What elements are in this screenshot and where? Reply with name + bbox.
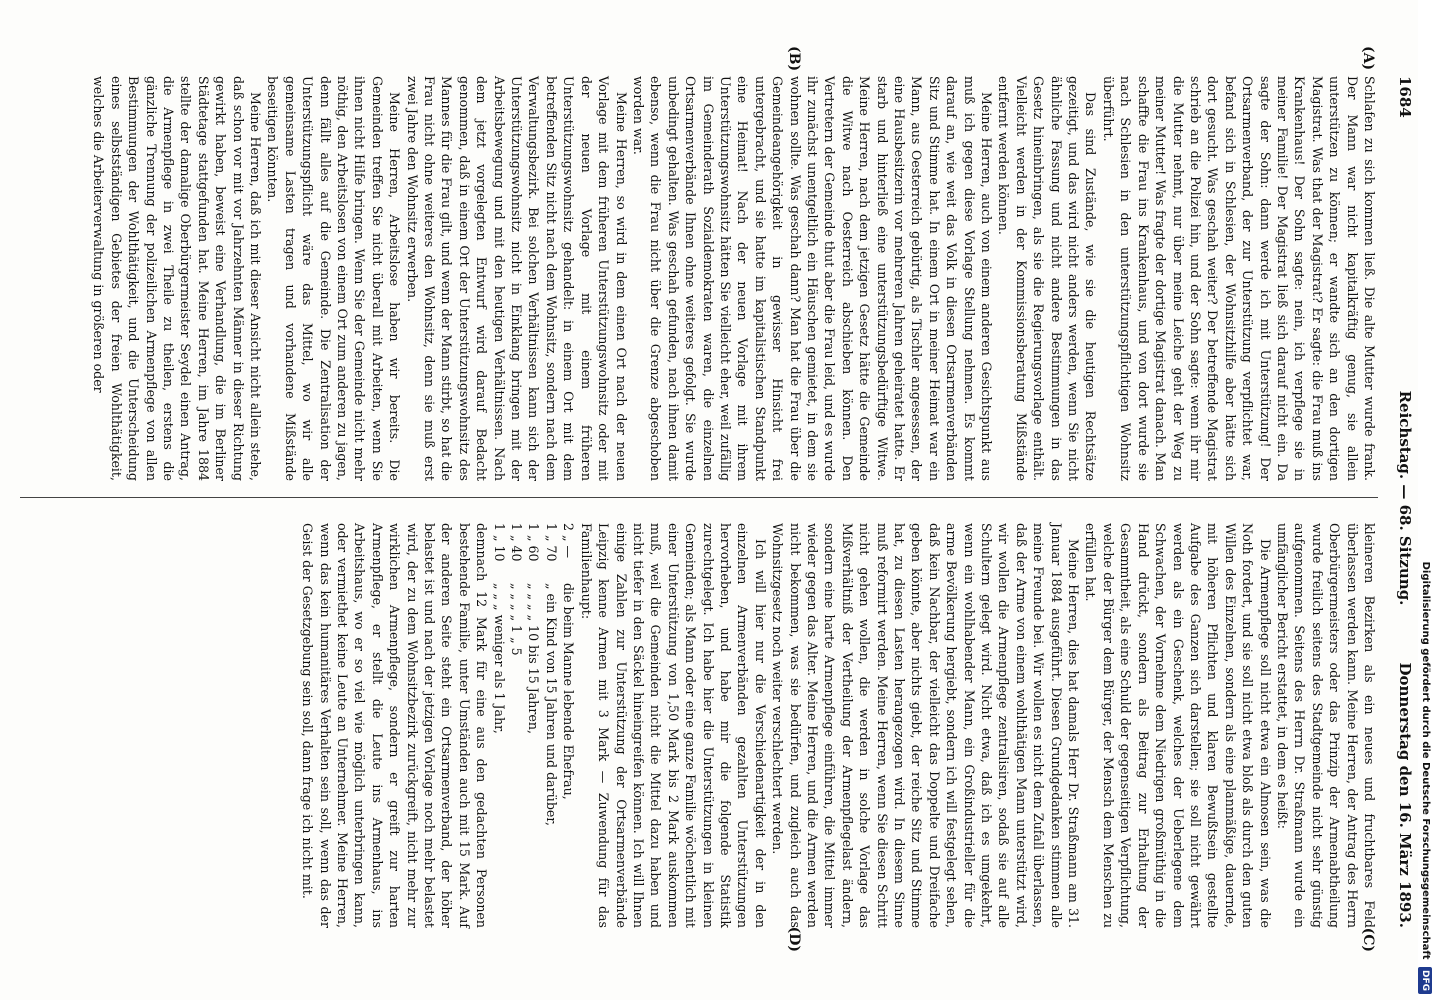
allowance-amount: 1 „ 40 [509, 523, 525, 562]
paragraph: Meine Herren, dies hat damals Herr Dr. Straßmann am 31. Januar 1884 ausgeführt. Diesen Grundgedanken stimmen alle meine Freunde bei. Wir wollen es nicht dem Zufall überlassen, daß der Arme von einem wohlthätigen Mann unterstützt wird, wir wollen die Armenpflege zentralisiren, sodaß sie auf alle Schultern gelegt wird. Nicht etwa, daß ich es umgekehrt, wenn ein wohlhabender Mann, ein Großindustrieller für die arme Bevölkerung hergiebt, sondern ich will festgelegt sehen, daß kein Nachbar, der vielleicht das Doppelte und Dreifache geben könnte, aber nichts giebt, der reiche Sitz und Stimme hat, zu diesen Lasten herangezogen wird. In diesem Sinne muß reformirt werden. Meine Herren, wenn Sie diesen Schritt nicht gehen wollen, die werden in solche Vorlage das Mißverhältniß der Vertheilung der Armenpflegelast ändern, sondern eine harte Armenpflege einführen, die Mittel immer wieder gegen das Alter. Meine Herren, und die Armen werden nicht bekommen, was sie bedürfen, und zugleich auch das Wohnsitzgesetz noch weiter verschlechtert werden. [770, 523, 1082, 928]
paragraph: demnach 12 Mark für eine aus den gedachten Personen bestehende Familie, unter Umständen auch mit 15 Mark. Auf der anderen Seite steht ein Ortsarmenverband, der höher belastet ist und nach der jetzigen Vorlage noch mehr belastet wird, der zu dem Wohnsitzbezirk zurückgreift, nicht mehr zur wirklichen Armenpflege, sondern er greift zur harten Armenpflege, er stellt die Leute ins Armenhaus, ins Arbeitshaus, wo er so viel wie möglich unterbringen kann, oder vermiethet keine Leute an Unternehmer. Meine Herren, wenn das kein humanitäres Verhalten sein soll, wenn das der Geist der Gesetzgebung sein soll, dann frage ich nicht mit. [300, 523, 490, 928]
footer-line [1418, 0, 1432, 1000]
allowance-label: „ „ „ weniger als 1 Jahr, [491, 583, 507, 734]
running-title: Reichstag. — 68. Sitzung. [1396, 390, 1414, 606]
session-date: Donnerstag den 16. März 1893. [1396, 662, 1414, 928]
allowance-row [560, 523, 577, 928]
allowance-label: die beim Manne lebende Ehefrau, [561, 583, 577, 800]
paragraph: Ich will hier nur die Verschiedenartigkeit der in den einzelnen Armenverbänden gezahlten Unterstützungen hervorheben, und habe mir die folgende Statistik zurechtgelegt. Ich habe hier die Unterstützungen in kleinen Gemeinden; als Mann oder eine ganze Familie wöchentlich mit einer Unterstützung von 1,50 Mark bis 2 Mark auskommen muß, weil die Gemeinden nicht die Mittel dazu haben und nicht tiefer in den Säckel hineingreifen können. Ich will Ihnen einige Zahlen zur Unterstützung der Ortsarmenverbände Leipzig kenne Armen mit 3 Mark — Zuwendung für das Familienhaupt: [578, 523, 768, 928]
allowance-row [525, 523, 542, 928]
allowance-row [543, 523, 560, 928]
allowance-amount: 1 „ 70 [543, 523, 559, 562]
page-header [1388, 68, 1414, 928]
page-body [0, 46, 1432, 952]
column-divider [20, 497, 1378, 498]
allowance-row [508, 523, 525, 928]
paragraph: Schlafen zu sich kommen ließ. Die alte Mutter wurde frank. Der Mann war nicht kapitalkräftig genug, sie allein unterstützen zu können; er wandte sich an den dortigen Magistrat. Was that der Magistrat? Er sagte: die Frau muß ins Krankenhaus! Der Sohn sagte: nein, ich verpflege sie in meiner Familie! Der Magistrat ließ sich darauf nicht ein. Da sagte der Sohn: dann werde ich mit Unterstützung! Der Ortsarmenverband, der zur Unterstützung verpflichtet war, befand sich in Schlesien, der Wohnsitzhilfe aber hätte sich dort gesucht. Was geschah weiter? Der betreffende Magistrat schrieb an die Polizei hin, und der Sohn sagte: wenn ihr mir die Mutter nehmt, nur über meine Leiche geht der Weg zu meiner Mutter! Was fragte der dortige Magistrat danach. Man schaffte die Frau ins Krankenhaus, und von dort wurde sie nach Schlesien in den unterstützungspflichtigen Wohnsitz überführt. [1100, 76, 1377, 481]
allowance-label: „ ein Kind von 15 Jahren und darüber, [543, 583, 559, 826]
margin-mark-c: (C) [1360, 927, 1376, 952]
margin-mark-d: (D) [786, 926, 802, 952]
funding-credit: Digitalisierung gefördert durch die Deutsche Forschungsgemeinschaft [1420, 561, 1431, 960]
allowance-row [490, 523, 507, 928]
paragraph: Meine Herren, so wird in dem einen Ort nach der neuen Vorlage mit dem früheren Unterstützungswohnsitz oder mit der neuen Vorlage mit einem früheren Unterstützungswohnsitz gehandelt: in einem Ort mit dem betreffenden Sitz nicht nach dem Wohnsitz, sondern nach dem Verwaltungsbezirk. Bei solchen Verhältnissen kann sich der Unterstützungswohnsitz nicht in Einklang bringen mit der Arbeitsbewegung und mit den heutigen Verhältnissen. Nach dem jetzt vorgelegten Entwurf wird darauf Bedacht genommen, daß in einem Ort der Unterstützungswohnsitz des Mannes für die Frau gilt, und wenn der Mann stirbt, so hat die Frau nicht ohne weiteres den Wohnsitz, denn sie muß erst zwei Jahre den Wohnsitz erwerben. [404, 76, 629, 481]
allowance-label: „ „ „ „ 1 „ 5 [509, 583, 525, 656]
paragraph: Meine Herren, Arbeitslose haben wir bereits. Die Gemeinden treffen Sie nicht überall mit Arbeiten, wenn Sie ihnen nicht Hilfe bringen. Wenn Sie der Gemeinde nicht mehr nöthig, den Arbeitslosen von einem Ort zum anderen zu jagen, denn fällt alles auf die Gemeinde. Die Zentralisation der Unterstützungspflicht wäre das Mittel, wo wir alle gemeinsame Lasten tragen und vorhandene Mißstände beseitigen könnten. [265, 76, 403, 481]
paragraph: Meine Herren, auch von einem anderen Gesichtspunkt aus muß ich gegen diese Vorlage Stellung nehmen. Es kommt darauf an, wie weit das Volk in diesen Ortsarmenverbänden Sitz und Stimme hat. In einem Ort in meiner Heimat war ein Mann, aus Oesterreich gebürtig, als Tischler angesessen, der eine Hausbesitzerin vor mehreren Jahren geheiratet hatte. Er starb und hinterließ eine unterstützungsbedürftige Witwe. Meine Herren, nach dem jetzigen Gesetz hätte die Gemeinde die Witwe nach Oesterreich abschieben können. Den Vertretern der Gemeinde thut aber die Frau leid, und es wurde ihr zunächst unentgeltlich ein Häuschen gemietet, in dem sie wohnen sollte. Was geschah dann? Man hat die Frau über die Gemeindeangehörigkeit in gewisser Hinsicht frei untergebracht, und sie hatte im kapitalistischen Standpunkt eine Heimat! Nach der neuen Vorlage mit ihrem Unterstützungswohnsitz hätten Sie vielleicht eher, weil zufällig im Gemeinderath Sozialdemokraten waren, die einzelnen Ortsarmenverbände Ihnen ohne weiteres gefolgt. Sie wurde unbedingt gehalten. Was geschah gefunden, nach ihnen damit ebenso, wenn die Frau nicht über die Grenze abgeschoben worden war. [630, 76, 995, 481]
left-column [20, 76, 1378, 481]
right-column [20, 523, 1378, 928]
allowance-table [490, 523, 577, 928]
digitization-footer [1418, 0, 1432, 1000]
paragraph: Meine Herren, daß ich mit dieser Ansicht nicht allein stehe, daß schon vor mit vor Jahrzehnten Männer in dieser Richtung gewirkt haben, beweist eine Verhandlung, die im Berliner Städtetage stattgefunden hat. Meine Herren, im Jahre 1884 stellte der damalige Oberbürgermeister Seydel einen Antrag, die Armenpflege in zwei Theile zu theilen, erstens die gänzliche Trennung der polizeilichen Armenpflege von allen Bestimmungen der Wohlthätigkeit, und die Unterscheidung eines selbstständigen Gebietes der freien Wohlthätigkeit, welches die Arbeiterverwaltung in größeren oder [91, 76, 263, 481]
page-number: 1684 [1396, 76, 1414, 118]
dfg-logo: DFG [1418, 967, 1432, 994]
margin-mark-a: (A) [1360, 46, 1376, 71]
quotation: Die Armenpflege soll nicht etwa ein Almosen sein, was die Noth fordert, und sie soll nicht etwa bloß als durch den guten Willen des Einzelnen, sondern als eine planmäßige, dauernde, mit höheren Pflichten und klaren Bewußtsein gestellte Aufgabe des Ganzen sich darstellen; sie soll nicht gewährt werden als ein Geschenk, welches der Ueberlegene dem Schwachen, der Vornehme dem Niedrigen großmüthig in die Hand drückt, sondern als Beitrag zur Erhaltung der Gesammtheit, als eine Schuld der gegenseitigen Verpflichtung, welche der Bürger dem Bürger, der Mensch dem Menschen zu erfüllen hat. [1083, 523, 1273, 928]
paragraph: Das sind Zustände, wie sie die heutigen Rechtsätze gezeitigt, und das wird nicht anders werden, wenn Sie nicht ähnliche Fassung und nicht andere Bestimmungen in das Gesetz hineinbringen, als sie die Regierungsvorlage enthält. Vielleicht werden in der Kommissionsberatung Mißstände entfernt werden können. [996, 76, 1099, 481]
allowance-amount: 2 „ — [561, 523, 577, 559]
paragraph: kleineren Bezirken als ein neues und fruchtbares Feld überlassen werden kann. Meine Herren, der Antrag des Herrn Oberbürgermeisters oder das Prinzip der Armenabtheilung wurde freilich seitens des Stadtgemeinde nicht sehr günstig aufgenommen. Seitens des Herrn Dr. Straßmann wurde ein umfänglicher Bericht erstattet, in dem es heißt: [1274, 523, 1377, 928]
allowance-label: „ „ „ „ 10 bis 15 Jahren, [526, 583, 542, 734]
margin-mark-b: (B) [786, 46, 802, 72]
allowance-amount: 1 „ 60 [526, 523, 542, 562]
allowance-amount: 1 „ 10 [491, 523, 507, 562]
